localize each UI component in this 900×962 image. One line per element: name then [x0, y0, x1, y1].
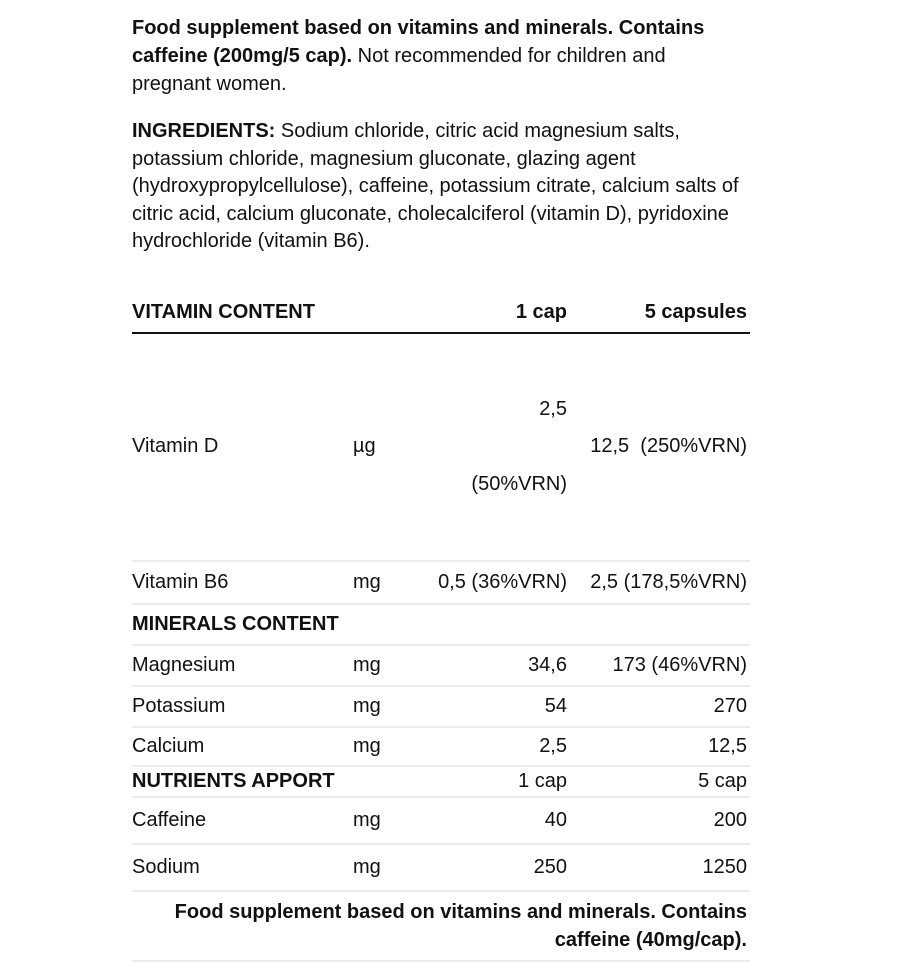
table-row-vitamin-d [132, 334, 750, 562]
value-per-5cap: 12,5 [708, 734, 747, 757]
header-5cap: 5 cap [698, 769, 747, 792]
vitamin-content-title: VITAMIN CONTENT [132, 300, 315, 323]
footer-note: Food supplement based on vitamins and minerals. Contains caffeine (40mg/cap). [132, 892, 750, 962]
nutrient-unit: mg [353, 694, 381, 717]
nutrition-table [132, 300, 750, 962]
nutrient-unit: mg [353, 653, 381, 676]
minerals-section-header [132, 605, 750, 646]
nutrient-name: Magnesium [132, 653, 236, 676]
nutrient-unit: mg [353, 855, 381, 878]
nutrient-name: Calcium [132, 734, 205, 757]
intro-bold-text: Food supplement based on vitamins and minerals. Contains caffeine (200mg/5 cap). [132, 17, 705, 67]
value-per-cap: 0,5 (36%VRN) [438, 570, 567, 593]
table-row-vitamin-b6 [132, 562, 750, 605]
value-per-cap-amount: 2,5 [539, 397, 567, 420]
nutrients-apport-title [132, 769, 435, 794]
ingredients-text: Sodium chloride, citric acid magnesium salts, potassium chloride, magnesium gluconate, glazing agent (hydroxypropylcellulose), caffeine, potassium citrate, calcium salts of citric acid, calcium gluconate, cholecalciferol (vitamin D), pyridoxine hydrochloride (vitamin B6). [132, 120, 739, 252]
nutrient-name: Vitamin B6 [132, 570, 229, 593]
intro-paragraph [132, 14, 750, 98]
nutrient-name: Potassium [132, 694, 226, 717]
value-per-5cap: 1250 [702, 855, 747, 878]
header-1cap: 1 cap [515, 300, 567, 323]
value-per-5cap: 200 [713, 808, 747, 831]
nutrient-name: Caffeine [132, 808, 207, 831]
value-per-5cap: 270 [713, 694, 747, 717]
table-row-caffeine [132, 798, 750, 845]
value-per-cap: 34,6 [528, 653, 567, 676]
minerals-content-title: MINERALS CONTENT [132, 612, 339, 635]
nutrient-unit: mg [353, 808, 381, 831]
table-row-potassium [132, 687, 750, 728]
value-per-cap [435, 347, 567, 547]
value-per-cap: 40 [544, 808, 567, 831]
value-per-cap: 2,5 [539, 734, 567, 757]
nutrients-apport-title-text: NUTRIENTS APPORT [132, 769, 335, 792]
ingredients-paragraph [132, 118, 750, 256]
nutrient-unit: mg [353, 734, 381, 757]
value-per-cap: 250 [533, 855, 567, 878]
intro-regular-text: Not recommended for children and pregnant women. [132, 45, 666, 95]
nutrients-section-header [132, 767, 750, 798]
ingredients-label: INGREDIENTS: [132, 120, 276, 142]
value-per-5cap: 173 (46%VRN) [612, 653, 747, 676]
nutrient-unit: mg [353, 570, 381, 593]
nutrient-unit: µg [353, 435, 376, 457]
value-per-cap: 54 [544, 694, 567, 717]
header-1cap: 1 cap [518, 769, 567, 792]
table-row-magnesium [132, 646, 750, 687]
header-5capsules: 5 capsules [644, 300, 747, 323]
nutrient-name: Sodium [132, 855, 200, 878]
value-per-5cap: 2,5 (178,5%VRN) [590, 570, 747, 593]
value-per-5cap: 12,5 (250%VRN) [590, 435, 747, 457]
nutrient-name: Vitamin D [132, 435, 219, 457]
label-sheet [132, 0, 750, 962]
table-row-sodium [132, 845, 750, 892]
table-header-row [132, 300, 750, 334]
table-row-calcium [132, 728, 750, 767]
value-per-cap-vrn: (50%VRN) [471, 472, 567, 495]
